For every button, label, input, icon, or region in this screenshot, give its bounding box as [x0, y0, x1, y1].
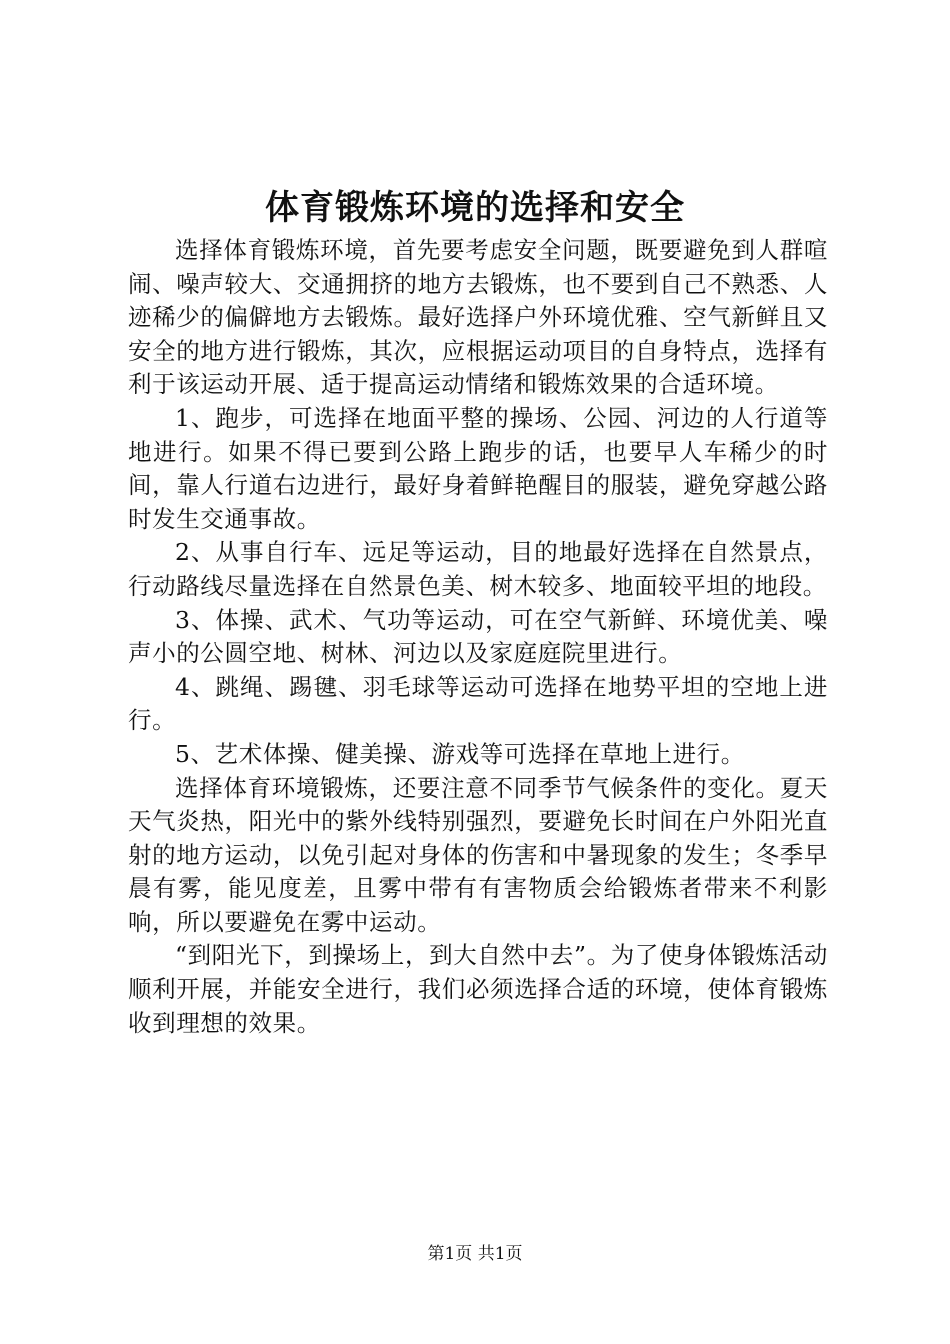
article-body: [128, 234, 828, 1040]
rope-skipping-paragraph: 4、跳绳、踢毽、羽毛球等运动可选择在地势平坦的空地上进行。: [128, 672, 828, 735]
intro-paragraph: 选择体育锻炼环境，首先要考虑安全问题，既要避免到人群喧闹、噪声较大、交通拥挤的地方去锻炼，也不要到自己不熟悉、人迹稀少的偏僻地方去锻炼。最好选择户外环境优雅、空气新鲜且又安全的地方进行锻炼，其次，应根据运动项目的自身特点，选择有利于该运动开展、适于提高运动情绪和锻炼效果的合适环境。: [128, 236, 828, 399]
conclusion-paragraph: “到阳光下，到操场上，到大自然中去”。为了使身体锻炼活动顺利开展，并能安全进行，我们必须选择合适的环境，使体育锻炼收到理想的效果。: [128, 941, 828, 1037]
gymnastics-paragraph: 3、体操、武术、气功等运动，可在空气新鲜、环境优美、噪声小的公圆空地、树林、河边以及家庭庭院里进行。: [128, 605, 828, 668]
aerobics-paragraph: 5、艺术体操、健美操、游戏等可选择在草地上进行。: [175, 739, 745, 768]
running-paragraph: 1、跑步，可选择在地面平整的操场、公园、河边的人行道等地进行。如果不得已要到公路上跑步的话，也要早人车稀少的时间，靠人行道右边进行，最好身着鲜艳醒目的服装，避免穿越公路时发生交通事故。: [128, 403, 828, 533]
page-title: 体育锻炼环境的选择和安全: [265, 188, 685, 228]
cycling-paragraph: 2、从事自行车、远足等运动，目的地最好选择在自然景点，行动路线尽量选择在自然景色美、树木较多、地面较平坦的地段。: [128, 538, 828, 600]
season-paragraph: 选择体育环境锻炼，还要注意不同季节气候条件的变化。夏天天气炎热，阳光中的紫外线特别强烈，要避免长时间在户外阳光直射的地方运动，以免引起对身体的伤害和中暑现象的发生；冬季早晨有雾，能见度差，且雾中带有有害物质会给锻炼者带来不利影响，所以要避免在雾中运动。: [128, 773, 828, 936]
page-number-footer: 第1页 共1页: [427, 1244, 523, 1264]
